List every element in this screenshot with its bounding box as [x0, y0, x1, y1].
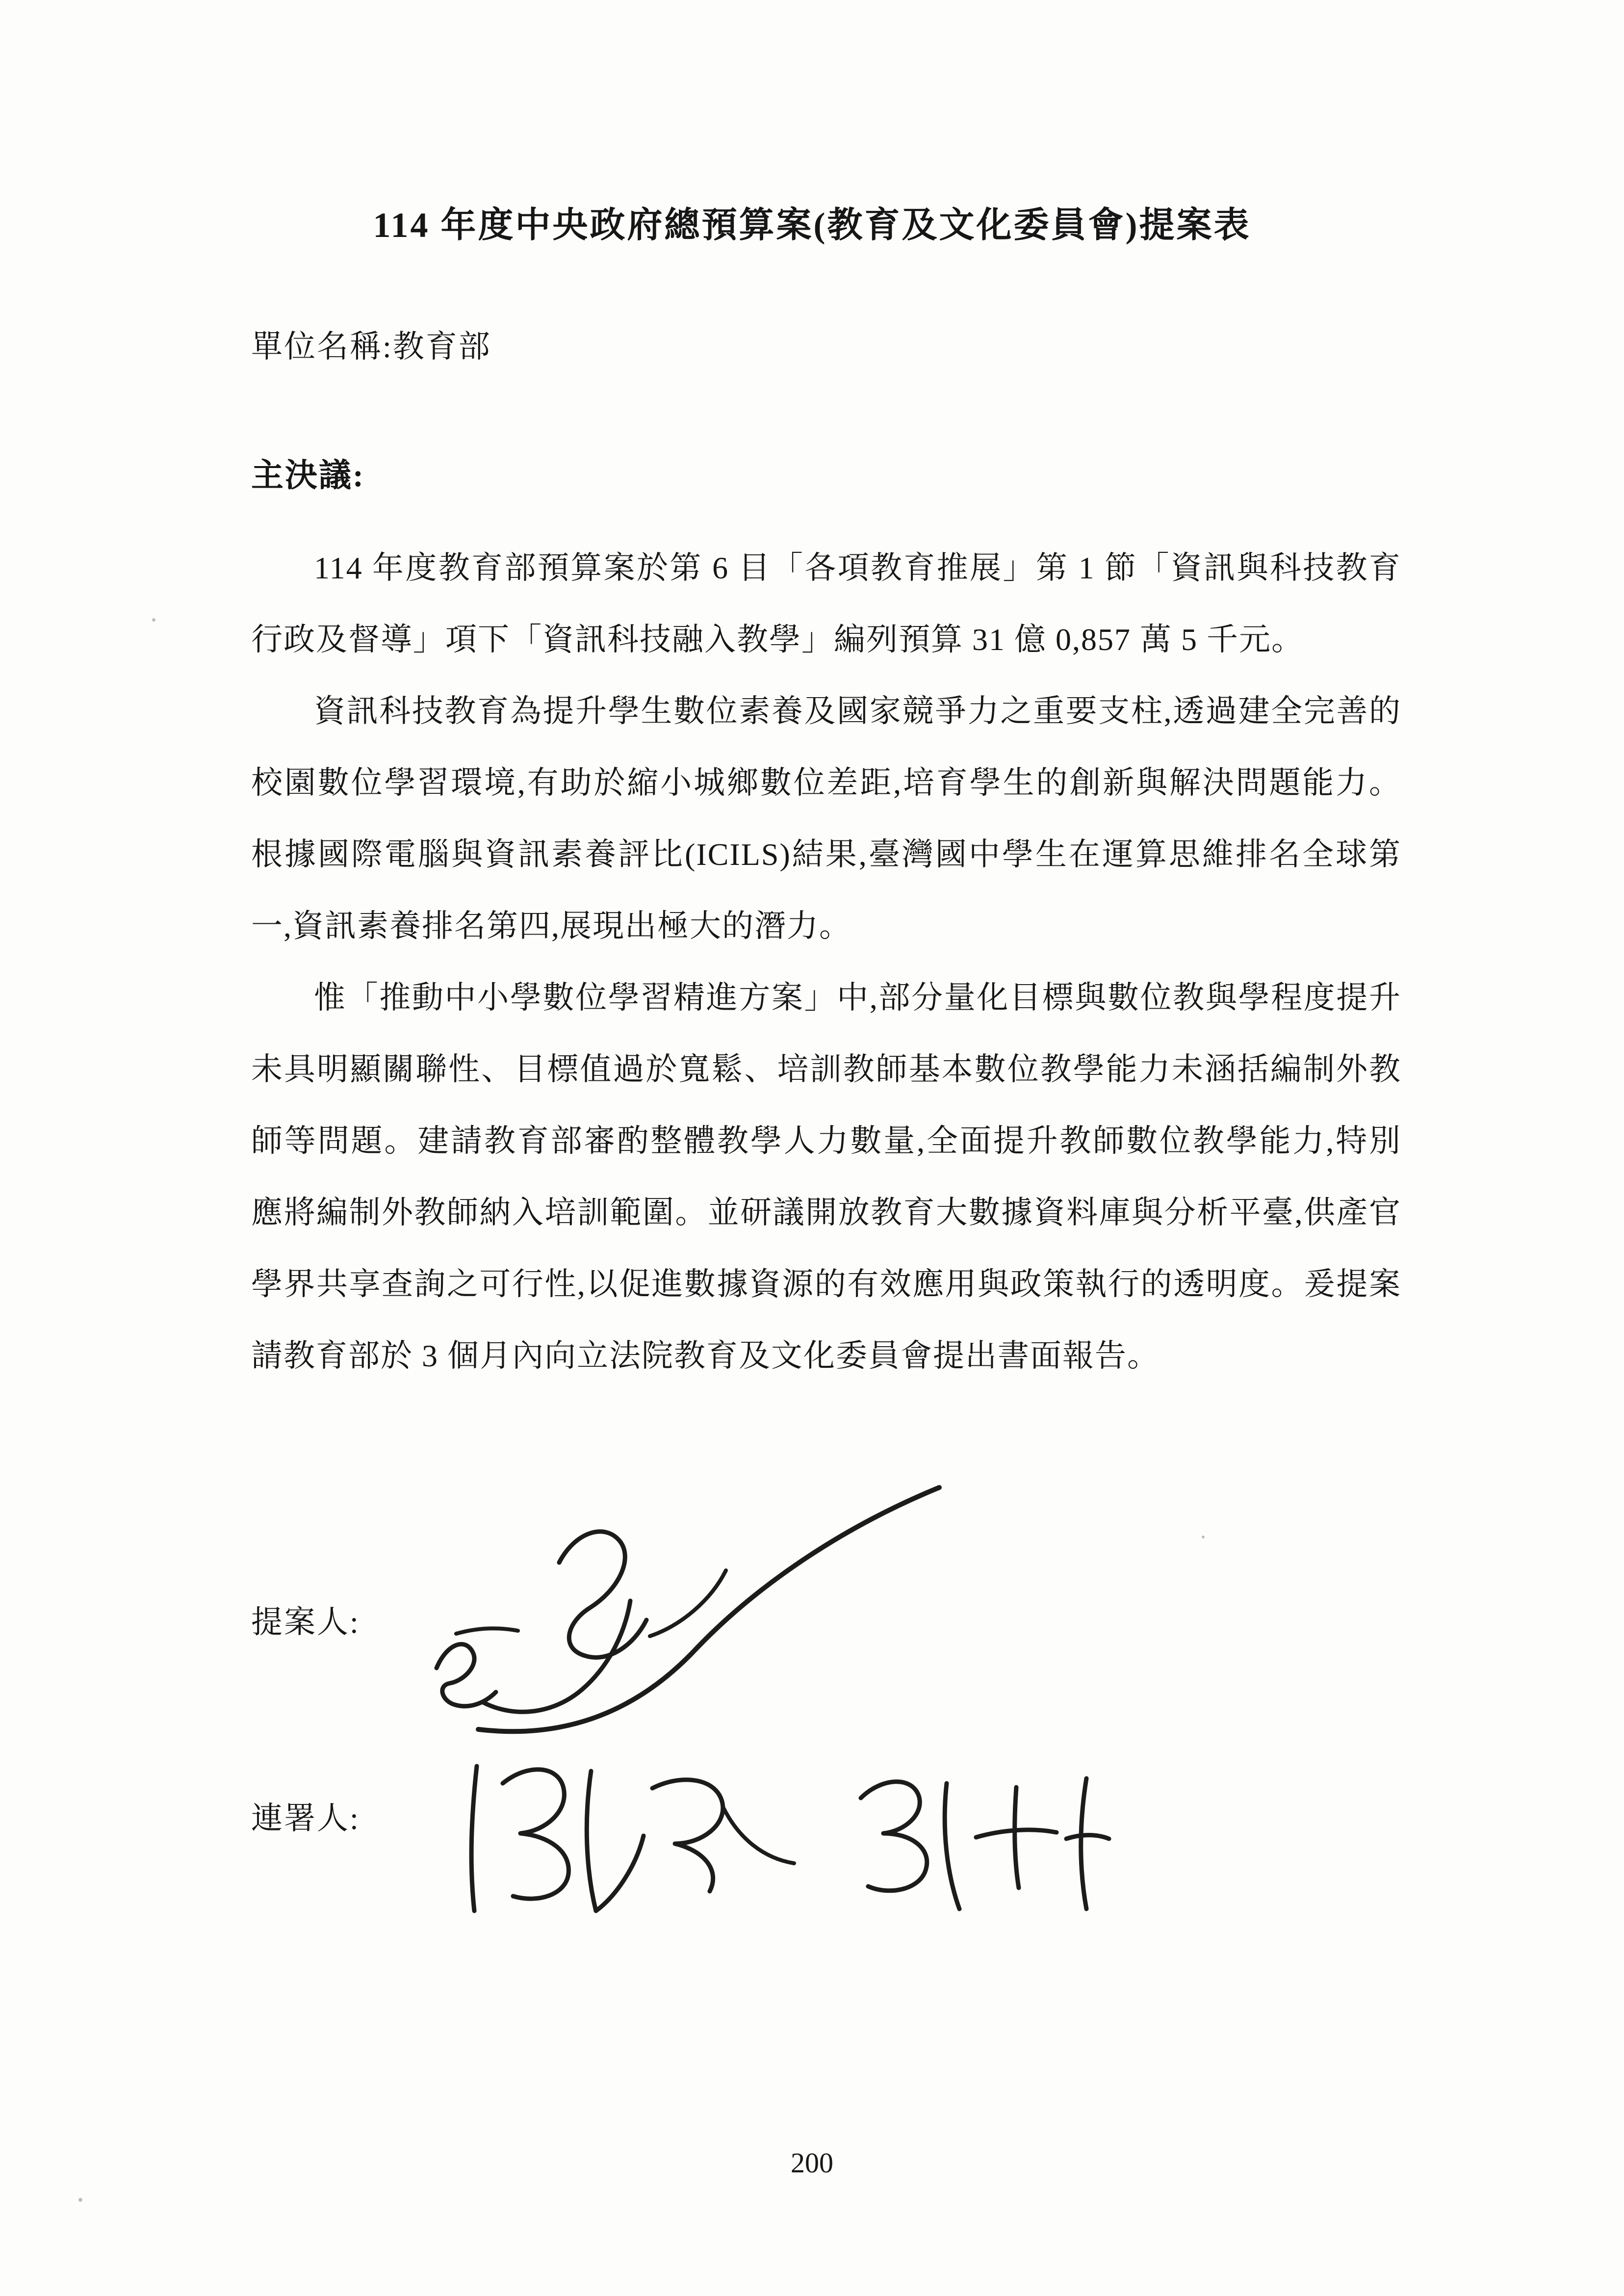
resolution-paragraph-3: 惟「推動中小學數位學習精進方案」中,部分量化目標與數位教與學程度提升未具明顯關聯性、目標值過於寬鬆、培訓教師基本數位教學能力未涵括編制外教師等問題。建請教育部審酌整體教學人力數量,全面提升教師數位教學能力,特別應將編制外教師納入培訓範圍。並研議開放教育大數據資料庫與分析平臺,供產官學界共享查詢之可行性,以促進數據資源的有效應用與政策執行的透明度。爰提案請教育部於 3 個月內向立法院教育及文化委員會提出書面報告。	[251, 980, 1401, 1373]
document-title: 114 年度中央政府總預算案(教育及文化委員會)提案表	[373, 206, 1251, 245]
scan-speck	[152, 618, 155, 622]
resolution-paragraph-2: 資訊科技教育為提升學生數位素養及國家競爭力之重要支柱,透過建全完善的校園數位學習環境,有助於縮小城鄉數位差距,培育學生的創新與解決問題能力。根據國際電腦與資訊素養評比(ICILS)結果,臺灣國中學生在運算思維排名全球第一,資訊素養排名第四,展現出極大的潛力。	[251, 694, 1401, 943]
proposer-label: 提案人:	[251, 1605, 360, 1640]
cosigner-label: 連署人:	[251, 1801, 360, 1836]
scan-speck	[1202, 1536, 1205, 1539]
scan-speck	[78, 2198, 82, 2202]
cosigner-signatures	[441, 1737, 1187, 1948]
resolution-heading: 主決議:	[251, 458, 365, 494]
unit-name-line: 單位名稱:教育部	[251, 329, 491, 364]
proposer-signature	[407, 1472, 961, 1766]
resolution-paragraph-1: 114 年度教育部預算案於第 6 目「各項教育推展」第 1 節「資訊與科技教育行政及督導」項下「資訊科技融入教學」編列預算 31 億 0,857 萬 5 千元。	[251, 550, 1401, 657]
resolution-body	[251, 532, 1401, 1392]
page-number: 200	[791, 2147, 833, 2179]
